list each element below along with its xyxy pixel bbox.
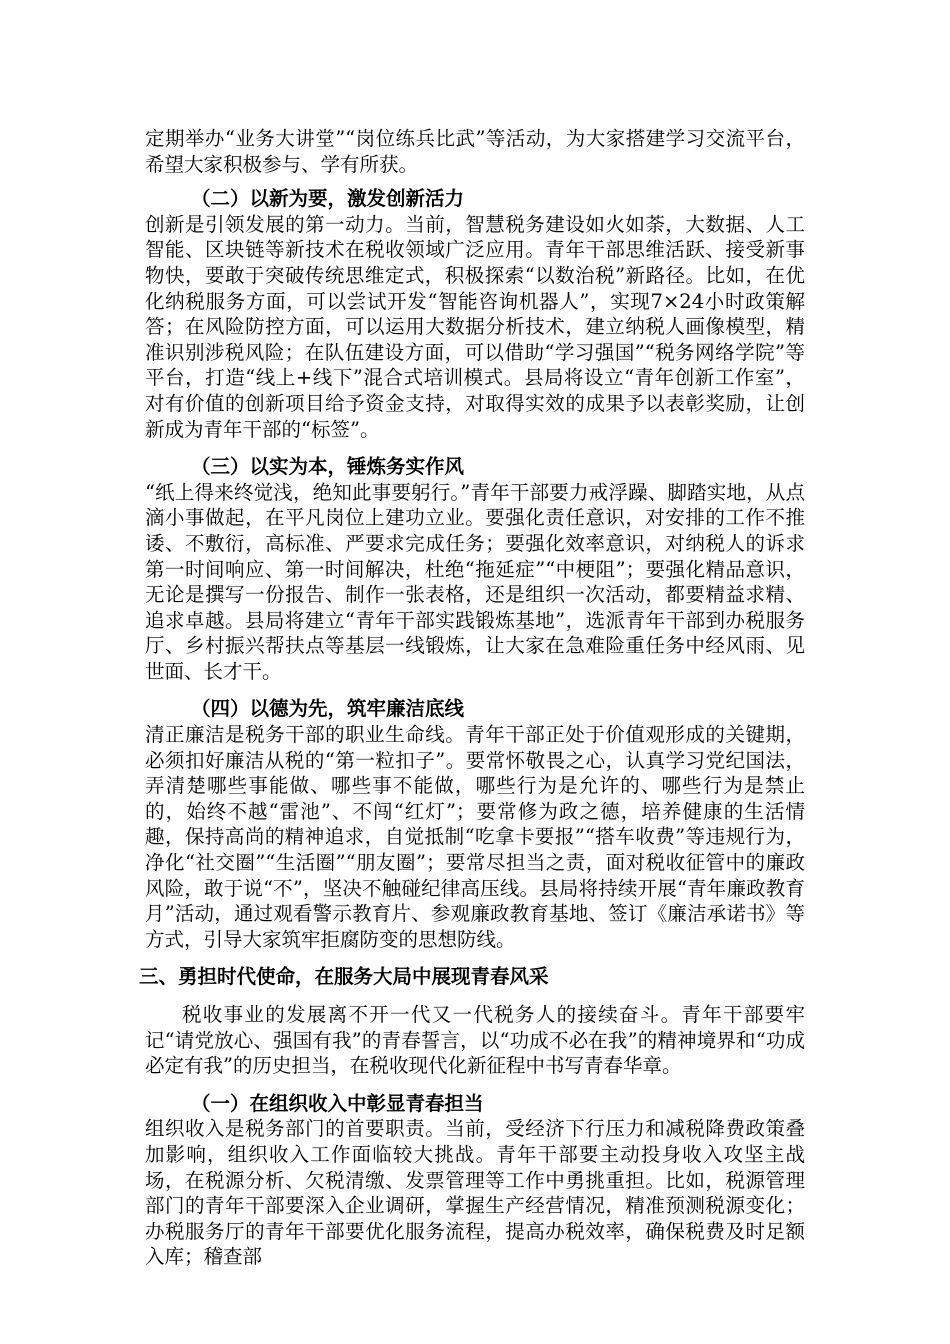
section-heading: （四）以德为先，筑牢廉洁底线	[191, 697, 465, 721]
section-body: 组织收入是税务部门的首要职责。当前，受经济下行压力和减税降费政策叠加影响，组织收入工作面临较大挑战。青年干部要主动投身收入攻坚主战场，在税源分析、欠税清缴、发票管理等工作中勇挑重担。比如，税源管理部门的青年干部要深入企业调研，掌握生产经营情况，精准预测税源变化；办税服务厅的青年干部要优化服务流程，提高办税效率，确保税费及时足额入库；稽查部	[145, 1117, 805, 1269]
section-integrity	[145, 696, 805, 952]
section-body: “纸上得来终觉浅，绝知此事要躬行。”青年干部要力戒浮躁、脚踏实地，从点滴小事做起，在平凡岗位上建功立业。要强化责任意识，对安排的工作不推诿、不敷衍，高标准、严要求完成任务；要强化效率意识，对纳税人的诉求第一时间响应、第一时间解决，杜绝“拖延症”“中梗阻”；要强化精品意识，无论是撰写一份报告、制作一张表格，还是组织一次活动，都要精益求精、追求卓越。县局将建立“青年干部实践锻炼基地”，选派青年干部到办税服务厅、乡村振兴帮扶点等基层一线锻炼，让大家在急难险重任务中经风雨、见世面、长才干。	[145, 480, 805, 683]
document-page	[139, 126, 805, 1270]
section-heading: （二）以新为要，激发创新活力	[191, 187, 465, 211]
section-body: 清正廉洁是税务干部的职业生命线。青年干部正处于价值观形成的关键期，必须扣好廉洁从税的“第一粒扣子”。要常怀敬畏之心，认真学习党纪国法，弄清楚哪些事能做、哪些事不能做，哪些行为是允许的、哪些行为是禁止的，始终不越“雷池”、不闯“红灯”；要常修为政之德，培养健康的生活情趣，保持高尚的精神追求，自觉抵制“吃拿卡要报”“搭车收费”等违规行为，净化“社交圈”“生活圈”“朋友圈”；要常尽担当之责，面对税收征管中的廉政风险，敢于说“不”，坚决不触碰纪律高压线。县局将持续开展“青年廉政教育月”活动，通过观看警示教育片、参观廉政教育基地、签订《廉洁承诺书》等方式，引导大家筑牢拒腐防变的思想防线。	[145, 723, 805, 951]
part-three-heading: 三、勇担时代使命，在服务大局中展现青春风采	[139, 965, 549, 989]
section-revenue	[145, 1091, 805, 1270]
section-innovation	[145, 186, 805, 442]
section-body: 创新是引领发展的第一动力。当前，智慧税务建设如火如荼，大数据、人工智能、区块链等新技术在税收领域广泛应用。青年干部思维活跃、接受新事物快，要敢于突破传统思维定式，积极探索“以数治税”新路径。比如，在优化纳税服务方面，可以尝试开发“智能咨询机器人”，实现7×24小时政策解答；在风险防控方面，可以运用大数据分析技术，建立纳税人画像模型，精准识别涉税风险；在队伍建设方面，可以借助“学习强国”“税务网络学院”等平台，打造“线上+线下”混合式培训模式。县局将设立“青年创新工作室”，对有价值的创新项目给予资金支持，对取得实效的成果予以表彰奖励，让创新成为青年干部的“标签”。	[145, 212, 805, 441]
section-practical	[145, 454, 805, 684]
section-heading: （一）在组织收入中彰显青春担当	[191, 1091, 484, 1115]
section-heading: （三）以实为本，锤炼务实作风	[191, 455, 465, 479]
part-three-intro: 税收事业的发展离不开一代又一代税务人的接续奋斗。青年干部要牢记“请党放心、强国有我”的青春誓言，以“功成不必在我”的精神境界和“功成必定有我”的历史担当，在税收现代化新征程中书写青春华章。	[145, 1003, 805, 1078]
intro-paragraph: 定期举办“业务大讲堂”“岗位练兵比武”等活动，为大家搭建学习交流平台，希望大家积极参与、学有所获。	[145, 127, 805, 176]
